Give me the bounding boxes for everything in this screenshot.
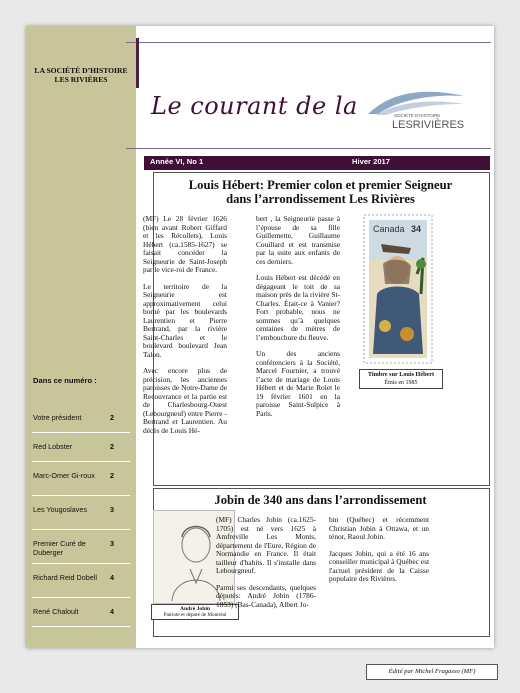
masthead-title: Le courant de la xyxy=(151,92,358,120)
society-name: LA SOCIÉTÉ D’HISTOIRE LES RIVIÈRES xyxy=(34,66,128,84)
sidebar xyxy=(26,26,136,648)
contents-heading: Dans ce numéro : xyxy=(33,376,97,385)
issue-season: Hiver 2017 xyxy=(352,157,390,166)
article2-column-2: bin (Québec) et récemment Christian Jobin à Ottawa, et un ténor, Raoul Jobin. Jacques Jobin, qui a été 16 ans conseiller municipal à Québec est l'actuel président de la Caisse populaire des Rivières. xyxy=(329,515,429,583)
stamp-caption: Timbre sur Louis Hébert Émis en 1985 xyxy=(359,369,443,389)
article2-column-1: (MF) Charles Jobin (ca.1625-1705) est né vers 1625 à Amfreville Les Monts, département de l'Eure, Région de Normandie en France. Il était tailleur d'habits. Il s'installe dans Lebourgneuf. Parmi ses descendants, quelques députés: André Jobin (1786-1853) (Bas-Canada), Albert Jo- xyxy=(216,515,316,609)
article1-headline: Louis Hébert: Premier colon et premier Seigneur dans l’arrondissement Les Rivières xyxy=(188,178,453,206)
toc-item[interactable]: Marc-Omer Gi-roux 2 xyxy=(32,462,130,496)
top-rule xyxy=(126,42,491,43)
logo-small-text: SOCIÉTÉ D'HISTOIRE xyxy=(394,113,441,118)
article2-headline: Jobin de 340 ans dans l’arrondissement xyxy=(214,493,427,507)
article1-column-1: (MF) Le 28 février 1626 (bien avant Robert Giffard et les Récollets), Louis Hébert (ca.1585-1627) se faisait concéder la Seigneurie de Saint-Joseph par le vice-roi de France. Le territoire de la Seigneurie est approximativement celui borné par les boulevards Laurentien et Pierre Bertrand, par la rivière Saint-Charles et le boulevard boulevard Jean Talon. Avec encore plus de précision, les anciennes paroisses de Notre-Dame de Recouvrance et la partie est de Charlesbourg-Ouest (Lebourgneuf) entre Pierre -Bertrand et Laurentien. Au décès de Louis Hé- xyxy=(143,214,227,435)
issue-band xyxy=(144,156,490,170)
issue-number: Année VI, No 1 xyxy=(150,157,204,166)
masthead-accent-bar xyxy=(136,38,139,88)
logo-name-text: LESRIVIÈRES xyxy=(392,119,465,131)
toc-item[interactable]: René Chaloult 4 xyxy=(32,598,130,627)
portrait-caption: André Jobin Patriote et député de Montréal xyxy=(151,604,239,620)
society-logo xyxy=(348,84,466,132)
louis-hebert-stamp xyxy=(363,214,433,364)
stamp-country: Canada xyxy=(373,224,405,234)
article1-column-2: bert , la Seigneurie passe à l’épouse de sa fille Guillemette, Guillaume Couillard et est transmise par la suite aux enfants de ces derniers. Louis Hébert est décédé en dégageant le toit de sa maison près de la rivière St-Charles. Était-ce à Vanier? Fort probable, nous ne sommes qu’à quelques centaines de mètres de l’embouchure du fleuve. Un des anciens conférenciers à la Société, Marcel Fournier, a trouvé l’acte de mariage de Louis Hébert et de Marie Rolet le 19 février 1601 en la paroisse Saint-Sulpice à Paris. xyxy=(256,214,340,418)
toc-item[interactable]: Premier Curé de Duberger 3 xyxy=(32,530,130,564)
newsletter-page xyxy=(26,26,494,648)
editor-credit: Édité par Michel Fragasso (MF) xyxy=(366,664,498,680)
masthead-rule xyxy=(126,148,491,149)
table-of-contents xyxy=(32,404,130,627)
toc-item[interactable]: Red Lobster 2 xyxy=(32,433,130,462)
toc-item[interactable]: Richard Reid Dobell 4 xyxy=(32,564,130,598)
stamp-value: 34 xyxy=(411,224,422,234)
toc-item[interactable]: Votre président 2 xyxy=(32,404,130,433)
toc-item[interactable]: Les Yougoslaves 3 xyxy=(32,496,130,530)
